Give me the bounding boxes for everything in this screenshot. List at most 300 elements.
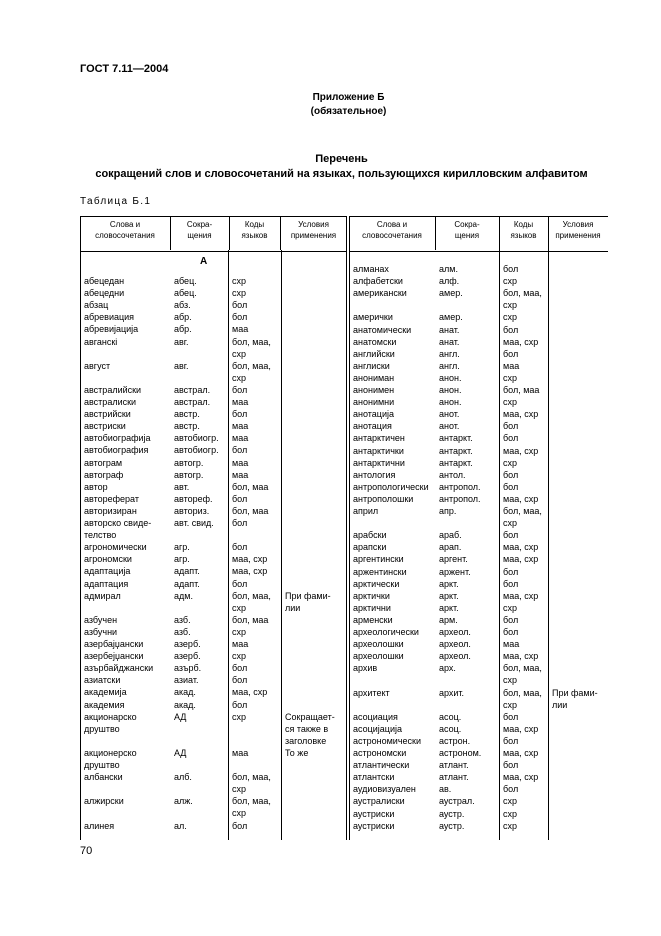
abbr-cell: алб. [174,772,192,783]
table-row [80,420,347,432]
abbr-cell: архит. [439,687,465,698]
conditions-cell: То же [285,747,309,758]
word-cell: абревијација [84,324,139,335]
appendix-status: (обязательное) [310,106,387,117]
abbr-cell: анот. [439,421,460,432]
codes-cell: бол [503,614,519,625]
codes-cell: схр [503,699,518,710]
table-row [80,820,347,832]
header-codes [229,219,280,241]
codes-cell: бол, маа, [232,796,271,807]
header-conditions-l1: Условия [298,220,329,229]
word-cell: автор [84,481,108,492]
word-cell: антарктични [353,457,405,468]
abbr-cell: австрал. [174,384,211,395]
codes-cell: маа [232,397,249,407]
abbr-cell: автогр. [174,457,204,468]
abbr-cell: атлант. [439,772,469,783]
word-cell: друштво [84,723,120,734]
abbr-cell: азб. [174,614,191,625]
abbr-cell: абз. [174,300,191,311]
codes-cell: бол, маа, [232,772,271,783]
abbr-cell: аркт. [439,578,459,589]
abbr-cell: австрал. [174,397,211,407]
codes-cell: бол [503,760,519,771]
table-row [80,517,347,529]
abbr-cell: авг. [174,336,189,347]
header-abbr-l2: щения [187,231,212,240]
conditions-cell: лии [285,602,301,613]
table-row [349,650,608,662]
abbr-cell: авг. [174,360,189,371]
conditions-cell: При фами- [552,687,598,698]
word-cell: академия [84,699,125,710]
word-cell: антология [353,469,396,480]
abbr-cell: абр. [174,312,192,323]
abbr-cell: антропол. [439,493,481,504]
table-row [80,553,347,565]
codes-cell: бол [503,264,519,274]
codes-cell: маа, схр [503,409,539,420]
appendix-label: Приложение Б [312,92,385,103]
abbr-cell: ал. [174,820,187,831]
table-row [349,602,608,614]
codes-cell: схр [503,602,518,613]
table-row [349,311,608,323]
word-cell: австралийски [84,384,142,395]
codes-cell: маа, схр [503,445,539,456]
table-row [349,747,608,759]
word-cell: анотация [353,421,392,432]
codes-cell: бол, маа, [503,687,542,698]
word-cell: амерички [353,312,393,323]
abbr-cell: абр. [174,324,192,335]
codes-cell: бол [232,663,248,674]
abbr-cell: автобиогр. [174,445,219,456]
word-cell: друштво [84,760,120,770]
header-codes-l2: языков [241,231,268,240]
abbr-cell: атлант. [439,760,469,771]
word-cell: арктически [353,578,400,589]
table-row [80,481,347,493]
abbr-cell: антаркт. [439,445,473,456]
header-abbr-l1: Сокра- [454,220,480,229]
word-cell: адмирал [84,590,121,601]
word-cell: антарктички [353,445,404,456]
table-row [80,602,347,614]
table-row [349,795,608,807]
word-cell: аргентински [353,554,404,565]
table-row [80,699,347,711]
table-row [349,771,608,783]
abbr-cell: акад. [174,687,196,698]
table-row [349,299,608,311]
abbr-cell: асоц. [439,723,462,734]
table-row [349,578,608,590]
abbr-cell: апр. [439,506,457,516]
conditions-cell: заголовке [285,735,327,746]
header-words [349,219,435,241]
word-cell: асоцијација [353,723,402,734]
table-row [80,505,347,517]
codes-cell: бол, маа [232,481,269,492]
page-number: 70 [80,845,93,857]
word-cell: автограм [84,457,123,468]
document-code: ГОСТ 7.11—2004 [80,63,169,75]
codes-cell: маа [232,639,249,649]
table-row [80,360,347,372]
header-codes-l1: Коды [244,220,265,229]
list-title [0,152,661,182]
table-label: Таблица Б.1 [80,196,152,207]
word-cell: австралиски [84,397,137,407]
word-cell: авганскi [84,336,118,347]
table-row [349,457,608,469]
list-title-line1: Перечень [315,153,368,165]
abbr-cell: аржент. [439,566,471,577]
word-cell: азиатски [84,675,121,686]
abbr-cell: арм. [439,614,458,625]
abbr-cell: авт. свид. [174,518,214,528]
header-words [80,219,170,241]
table-row [80,444,347,456]
word-cell: адаптация [84,578,129,589]
codes-cell: схр [503,300,518,311]
table-row [80,529,347,541]
table-row [80,565,347,577]
codes-cell: маа [232,324,249,335]
table-row [349,638,608,650]
word-cell: арктични [353,602,391,613]
codes-cell: бол, маа, [232,336,271,347]
abbr-cell: астрон. [439,735,471,746]
codes-cell: бол [232,578,248,589]
abbr-cell: анон. [439,397,462,408]
codes-cell: маа [503,360,520,371]
table-row [349,287,608,299]
table-row [80,578,347,590]
codes-cell: бол [503,784,519,795]
word-cell: академија [84,687,127,698]
codes-cell: схр [232,651,247,662]
codes-cell: схр [503,457,518,468]
codes-cell: бол [503,578,519,589]
table-row [349,808,608,820]
word-cell: азбучни [84,626,118,637]
abbr-cell: арап. [439,542,462,553]
word-cell: антарктичен [353,433,405,444]
table-row [349,360,608,372]
table-row [349,590,608,602]
word-cell: агрономически [84,542,147,553]
table-row [80,662,347,674]
abbr-cell: АД [174,711,187,722]
word-cell: автореферат [84,493,139,504]
table-row [80,614,347,626]
table-separator [346,216,347,840]
table-row [349,614,608,626]
word-cell: арабски [353,530,387,541]
table-row [80,493,347,505]
abbr-cell: адапт. [174,578,200,589]
word-cell: автобиографија [84,433,151,444]
table-row [349,493,608,505]
table-row [349,336,608,348]
codes-cell: бол [503,433,519,444]
word-cell: анонимни [353,397,395,408]
table-row [80,711,347,723]
table-row [80,783,347,795]
header-conditions [548,219,608,241]
word-cell: автобиография [84,445,149,456]
word-cell: аржентински [353,566,407,577]
word-cell: анониман [353,372,395,383]
word-cell: аустриски [353,808,395,819]
table-row [349,396,608,408]
header-words-l1: Слова и [376,220,408,229]
table-row [349,505,608,517]
word-cell: автограф [84,469,124,480]
abbr-cell: амер. [439,288,463,299]
abbr-cell: археол. [439,651,471,662]
codes-cell: схр [503,397,518,408]
codes-cell: схр [503,276,518,287]
abbr-cell: анон. [439,385,462,395]
table-row [349,687,608,699]
word-cell: алжирски [84,796,124,807]
conditions-cell: лии [552,699,568,710]
abbr-cell: англ. [439,360,460,371]
abbr-cell: археол. [439,627,471,637]
word-cell: адаптација [84,566,131,577]
table-row [349,553,608,565]
word-cell: астрономски [353,748,407,758]
table-row [349,481,608,493]
codes-cell: маа, схр [503,651,539,662]
word-cell: аудиовизуален [353,784,416,795]
table-row [80,590,347,602]
word-cell: алфабетски [353,276,403,287]
codes-cell: бол [232,493,248,504]
abbr-cell: автореф. [174,493,213,504]
word-cell: акционарско [84,711,137,722]
abbr-cell: арх. [439,663,456,674]
table-row [80,807,347,819]
table-row [349,711,608,723]
table-row [80,795,347,807]
table-row [349,735,608,747]
abbr-cell: амер. [439,312,463,323]
right-table [349,216,608,840]
codes-cell: маа [232,421,249,432]
table-row [80,396,347,408]
word-cell: алинея [84,820,115,831]
codes-cell: бол, маа [503,385,540,395]
word-cell: австриски [84,421,126,432]
word-cell: анатомически [353,324,412,335]
codes-cell: бол [503,735,519,746]
abbr-cell: аргент. [439,554,468,565]
codes-cell: схр [232,626,247,637]
codes-cell: маа, схр [503,336,539,347]
header-codes-l2: языков [510,231,537,240]
codes-cell: бол [232,445,248,456]
table-row [80,759,347,771]
abbr-cell: анат. [439,336,460,347]
table-row [80,771,347,783]
header-words-l2: словосочетания [362,231,422,240]
codes-cell: маа, схр [503,772,539,783]
codes-cell: схр [232,276,247,286]
word-cell: археолошки [353,639,404,650]
word-cell: агрономски [84,554,132,565]
table-row [80,408,347,420]
table-row [349,324,608,336]
abbr-cell: аустр. [439,808,465,819]
codes-cell: схр [232,808,247,819]
codes-cell: бол [232,542,248,553]
table-row [80,650,347,662]
table-row [349,275,608,287]
word-cell: аустриски [353,820,395,831]
codes-cell: схр [503,675,518,686]
table-row [349,420,608,432]
codes-cell: маа, схр [503,542,539,553]
appendix-heading [0,91,661,119]
codes-cell: маа [232,433,249,444]
abbr-cell: антаркт. [439,457,473,468]
header-conditions [280,219,347,241]
word-cell: акционерско [84,747,137,758]
word-cell: анотација [353,409,394,420]
codes-cell: схр [503,808,518,819]
word-cell: атлантски [353,772,395,783]
list-title-line2: сокращений слов и словосочетаний на языках, пользующихся кирилловским алфавитом [95,168,588,180]
abbr-cell: авториз. [174,505,210,516]
codes-cell: маа, схр [232,566,268,577]
abbr-cell: анон. [439,372,462,383]
codes-cell: схр [232,372,247,383]
codes-cell: бол, маа [232,505,269,516]
codes-cell: схр [503,796,518,807]
abbr-cell: адм. [174,590,193,601]
codes-cell: бол, маа, [503,288,542,299]
table-row [349,445,608,457]
codes-cell: схр [232,288,247,299]
table-row [80,299,347,311]
table-row [349,723,608,735]
table-row [80,372,347,384]
table-row [80,469,347,481]
word-cell: август [84,360,111,371]
table-row [80,275,347,287]
codes-cell: бол [232,675,248,686]
table-row [80,287,347,299]
codes-cell: маа [232,457,249,468]
word-cell: абзац [84,300,109,311]
codes-cell: бол [503,324,519,335]
word-cell: анатомски [353,336,397,347]
table-row [349,662,608,674]
abbr-cell: абец. [174,288,197,299]
abbr-cell: абец. [174,276,197,286]
abbr-cell: алф. [439,276,460,287]
word-cell: азербајџански [84,639,144,649]
codes-cell: схр [232,348,247,359]
abbr-cell: автогр. [174,469,204,480]
table-row [80,541,347,553]
table-row [80,747,347,759]
table-row [80,311,347,323]
word-cell: авторизиран [84,505,137,516]
abbr-cell: алж. [174,796,193,807]
codes-cell: бол, маа, [232,590,271,601]
codes-cell: бол, маа [232,614,269,625]
codes-cell: бол, маа, [232,360,271,371]
codes-cell: схр [232,711,247,722]
word-cell: алманах [353,264,389,274]
abbr-cell: АД [174,747,187,758]
abbr-cell: авт. [174,481,190,492]
abbr-cell: англ. [439,348,460,359]
word-cell: абревиация [84,312,135,323]
codes-cell: бол [503,627,519,637]
table-row [80,384,347,396]
codes-cell: бол, маа, [503,663,542,674]
codes-cell: бол [503,711,519,722]
conditions-cell: При фами- [285,590,331,601]
codes-cell: схр [232,602,247,613]
codes-cell: маа, схр [232,554,268,565]
codes-cell: бол [232,409,248,420]
word-cell: архив [353,663,378,674]
table-row [349,541,608,553]
word-cell: астрономически [353,735,421,746]
table-row [349,517,608,529]
table-row [349,674,608,686]
table-row [80,723,347,735]
table-row [349,699,608,711]
abbr-cell: анат. [439,324,460,335]
codes-cell: маа, схр [503,554,539,565]
word-cell: азърбайджански [84,663,154,674]
codes-cell: бол [503,530,519,541]
abbr-cell: агр. [174,542,190,553]
codes-cell: бол [232,699,248,710]
codes-cell: маа, схр [503,493,539,504]
codes-cell: бол [503,469,519,480]
abbr-cell: азерб. [174,651,201,662]
word-cell: американски [353,288,407,299]
codes-cell: схр [503,372,518,383]
table-row [349,469,608,481]
codes-cell: бол [503,421,519,432]
header-words-l2: словосочетания [95,231,155,240]
codes-cell: бол [232,300,248,311]
table-row [349,384,608,396]
abbr-cell: азиат. [174,675,199,686]
table-row [349,432,608,444]
codes-cell: маа [503,639,520,650]
word-cell: албански [84,772,123,783]
left-table [80,216,347,840]
table-row [349,566,608,578]
table-row [80,457,347,469]
word-cell: азербејџански [84,651,144,662]
codes-cell: бол [503,481,519,492]
abbr-cell: анот. [439,409,460,420]
word-cell: англиски [353,360,390,371]
